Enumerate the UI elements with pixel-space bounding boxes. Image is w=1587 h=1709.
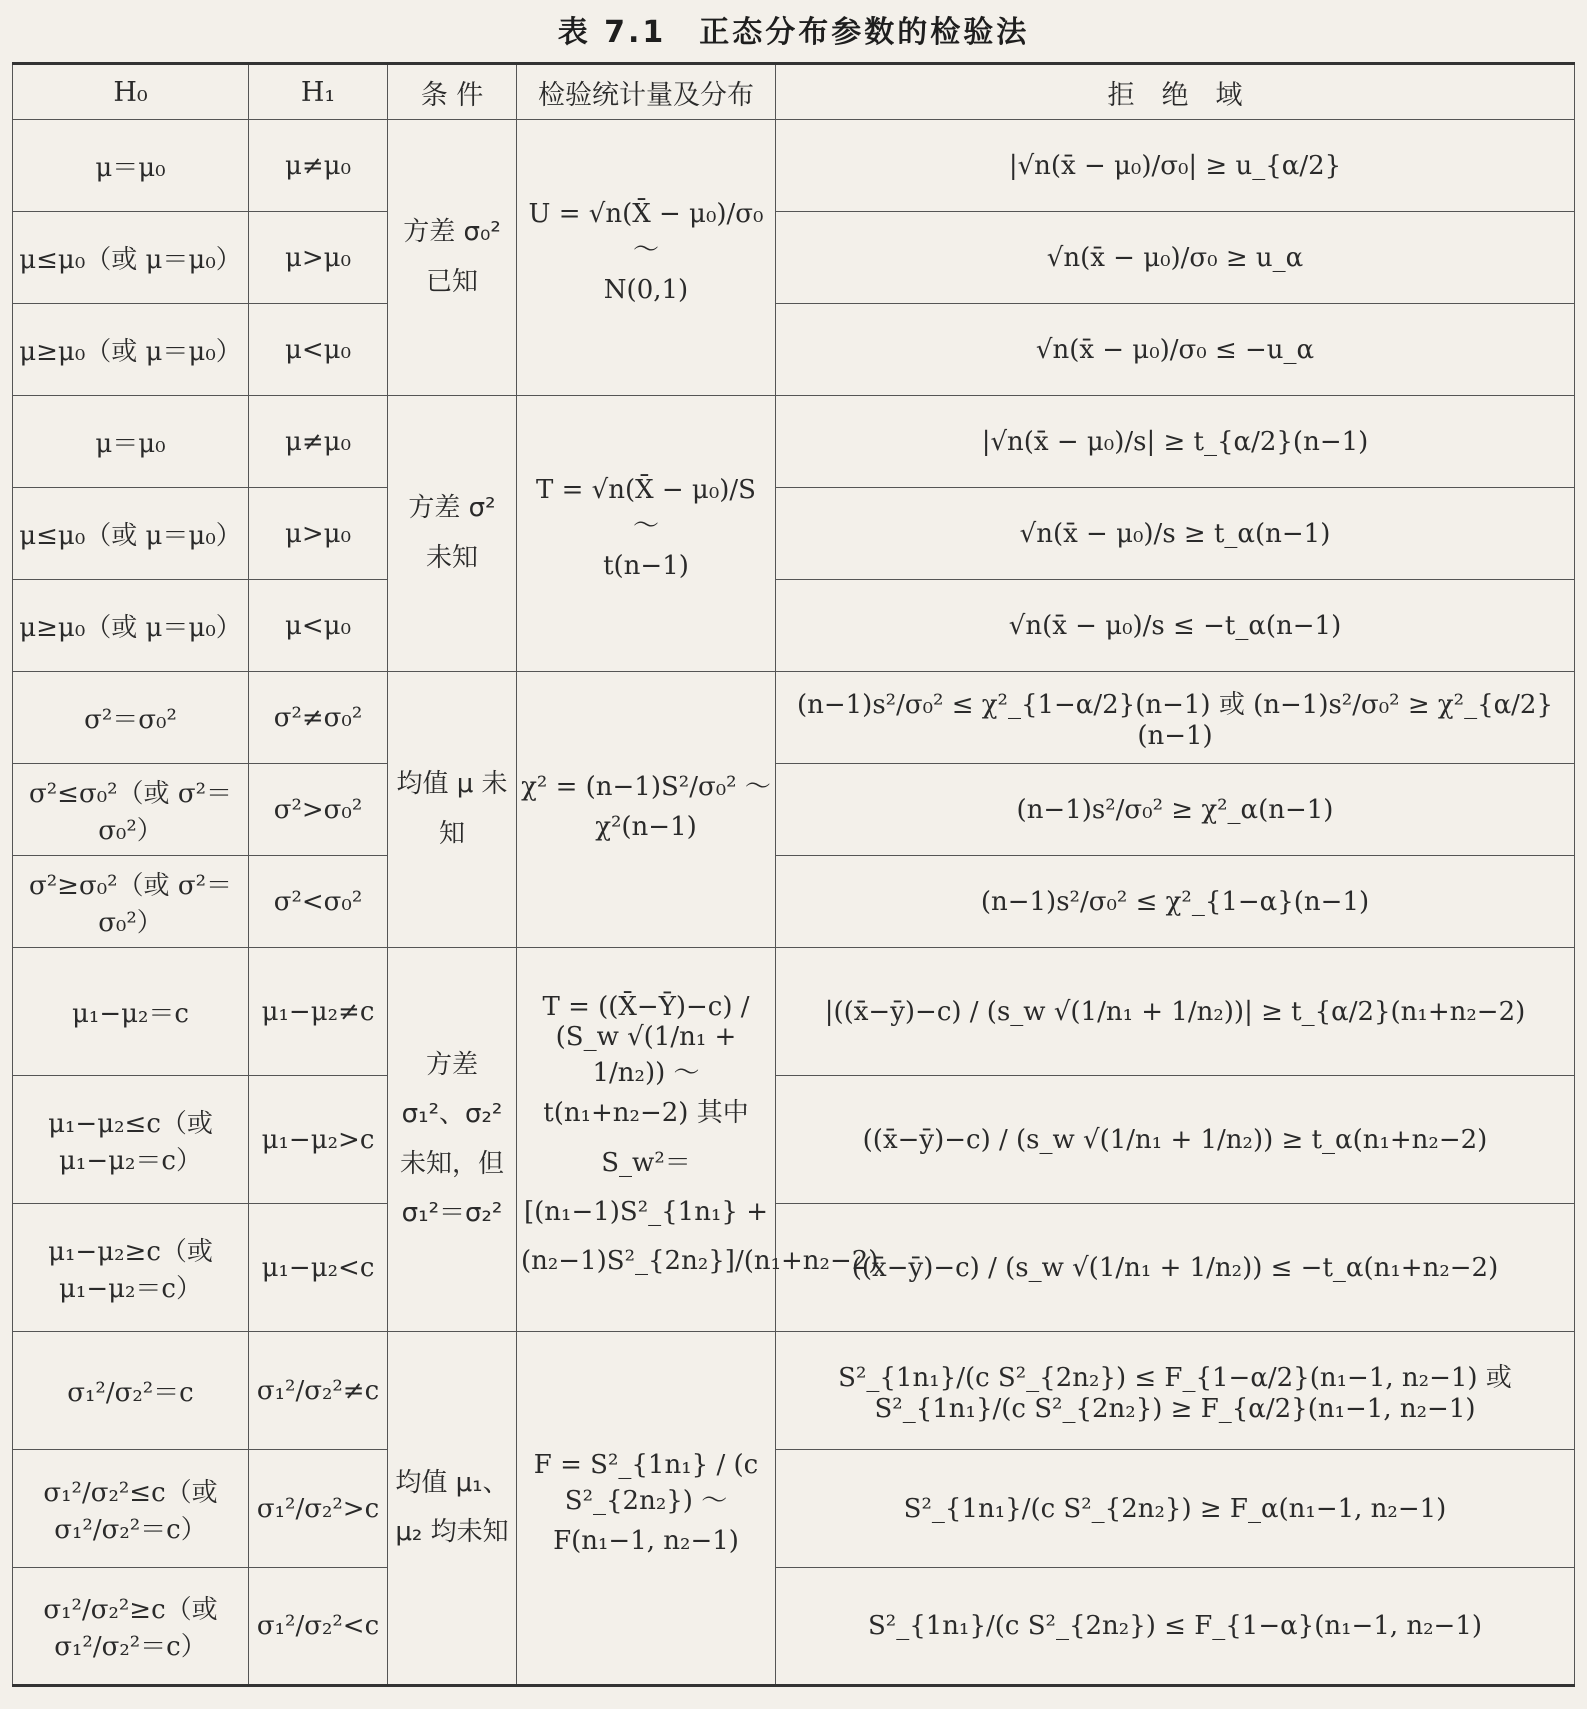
h0-cell: μ≥μ₀（或 μ＝μ₀） (13, 580, 249, 672)
rejection-region-cell: |√n(x̄ − μ₀)/σ₀| ≥ u_{α/2} (776, 120, 1575, 212)
h0-cell: μ₁−μ₂≤c（或 μ₁−μ₂＝c） (13, 1076, 249, 1204)
statistic-distribution: N(0,1) (603, 275, 689, 306)
table-row (13, 120, 1575, 212)
condition-cell: 均值 μ₁、μ₂ 均未知 (388, 1332, 517, 1686)
header-rejection-region: 拒 绝 域 (776, 64, 1575, 120)
h0-cell: μ＝μ₀ (13, 120, 249, 212)
table-row (13, 1568, 1575, 1686)
rejection-region-cell: ((x̄−ȳ)−c) / (s_w √(1/n₁ + 1/n₂)) ≤ −t_α(n₁+n₂−2) (776, 1204, 1575, 1332)
rejection-region-cell: (n−1)s²/σ₀² ≤ χ²_{1−α/2}(n−1) 或 (n−1)s²/σ₀² ≥ χ²_{α/2}(n−1) (776, 672, 1575, 764)
condition-cell: 均值 μ 未知 (388, 672, 517, 948)
h1-cell: σ₁²/σ₂²≠c (249, 1332, 388, 1450)
table-row (13, 1076, 1575, 1204)
h0-cell: σ₁²/σ₂²＝c (13, 1332, 249, 1450)
h1-cell: μ₁−μ₂≠c (249, 948, 388, 1076)
h0-cell: σ₁²/σ₂²≤c（或 σ₁²/σ₂²＝c） (13, 1450, 249, 1568)
h1-cell: μ>μ₀ (249, 212, 388, 304)
header-condition: 条 件 (388, 64, 517, 120)
header-h0: H₀ (13, 64, 249, 120)
statistic-distribution: χ²(n−1) (595, 812, 697, 843)
statistic-distribution: F(n₁−1, n₂−1) (553, 1525, 739, 1556)
h0-cell: μ₁−μ₂≥c（或 μ₁−μ₂＝c） (13, 1204, 249, 1332)
rejection-region-cell: |((x̄−ȳ)−c) / (s_w √(1/n₁ + 1/n₂))| ≥ t_{α/2}(n₁+n₂−2) (776, 948, 1575, 1076)
h0-cell: σ²≥σ₀²（或 σ²＝σ₀²） (13, 856, 249, 948)
h1-cell: σ²<σ₀² (249, 856, 388, 948)
table-row (13, 580, 1575, 672)
header-h1: H₁ (249, 64, 388, 120)
rejection-region-cell: √n(x̄ − μ₀)/σ₀ ≤ −u_α (776, 304, 1575, 396)
h0-cell: σ²≤σ₀²（或 σ²＝σ₀²） (13, 764, 249, 856)
h1-cell: μ≠μ₀ (249, 120, 388, 212)
table-row (13, 672, 1575, 764)
header-row (13, 64, 1575, 120)
statistic-formula: T = ((X̄−Ȳ)−c) / (S_w √(1/n₁ + 1/n₂)) ～ (542, 992, 750, 1089)
h0-cell: μ≤μ₀（或 μ＝μ₀） (13, 212, 249, 304)
statistic-cell (517, 396, 776, 672)
rejection-region-cell: (n−1)s²/σ₀² ≤ χ²_{1−α}(n−1) (776, 856, 1575, 948)
table-row (13, 1450, 1575, 1568)
h1-cell: σ₁²/σ₂²>c (249, 1450, 388, 1568)
h0-cell: μ₁−μ₂＝c (13, 948, 249, 1076)
table-row (13, 304, 1575, 396)
rejection-region-cell: ((x̄−ȳ)−c) / (s_w √(1/n₁ + 1/n₂)) ≥ t_α(n₁+n₂−2) (776, 1076, 1575, 1204)
statistic-distribution: t(n−1) (603, 551, 689, 582)
h1-cell: μ≠μ₀ (249, 396, 388, 488)
table-row (13, 212, 1575, 304)
table-row (13, 948, 1575, 1076)
rejection-region-cell: (n−1)s²/σ₀² ≥ χ²_α(n−1) (776, 764, 1575, 856)
h1-cell: σ₁²/σ₂²<c (249, 1568, 388, 1686)
h1-cell: μ₁−μ₂>c (249, 1076, 388, 1204)
rejection-region-cell: S²_{1n₁}/(c S²_{2n₂}) ≥ F_α(n₁−1, n₂−1) (776, 1450, 1575, 1568)
condition-cell: 方差 σ₀² 已知 (388, 120, 517, 396)
statistic-cell (517, 672, 776, 948)
h1-cell: σ²≠σ₀² (249, 672, 388, 764)
hypothesis-test-table (12, 62, 1575, 1687)
table-row (13, 1332, 1575, 1450)
rejection-region-cell: S²_{1n₁}/(c S²_{2n₂}) ≤ F_{1−α/2}(n₁−1, n₂−1) 或 S²_{1n₁}/(c S²_{2n₂}) ≥ F_{α/2}(n₁−1, n₂−1) (776, 1332, 1575, 1450)
h1-cell: μ<μ₀ (249, 304, 388, 396)
statistic-cell (517, 948, 879, 1332)
h0-cell: σ²＝σ₀² (13, 672, 249, 764)
condition-cell: 方差 σ² 未知 (388, 396, 517, 672)
h0-cell: σ₁²/σ₂²≥c（或 σ₁²/σ₂²＝c） (13, 1568, 249, 1686)
header-statistic: 检验统计量及分布 (517, 64, 776, 120)
statistic-distribution: t(n₁+n₂−2) 其中 S_w²＝[(n₁−1)S²_{1n₁} + (n₂−1)S²_{2n₂}]/(n₁+n₂−2) (521, 1098, 879, 1277)
table-row (13, 856, 1575, 948)
table-caption: 表 7.1 正态分布参数的检验法 (557, 15, 1030, 50)
table-row (13, 764, 1575, 856)
statistic-formula: F = S²_{1n₁} / (c S²_{2n₂}) ～ (533, 1449, 759, 1516)
statistic-formula: T = √n(X̄ − μ₀)/S ～ (536, 475, 756, 542)
rejection-region-cell: √n(x̄ − μ₀)/s ≥ t_α(n−1) (776, 488, 1575, 580)
h0-cell: μ＝μ₀ (13, 396, 249, 488)
h0-cell: μ≥μ₀（或 μ＝μ₀） (13, 304, 249, 396)
table-body (13, 120, 1575, 1686)
h0-cell: μ≤μ₀（或 μ＝μ₀） (13, 488, 249, 580)
statistic-formula: χ² = (n−1)S²/σ₀² ～ (521, 772, 771, 803)
table-row (13, 396, 1575, 488)
h1-cell: μ<μ₀ (249, 580, 388, 672)
condition-cell: 方差 σ₁²、σ₂² 未知，但 σ₁²＝σ₂² (388, 948, 517, 1332)
statistic-cell (517, 120, 776, 396)
rejection-region-cell: √n(x̄ − μ₀)/σ₀ ≥ u_α (776, 212, 1575, 304)
rejection-region-cell: |√n(x̄ − μ₀)/s| ≥ t_{α/2}(n−1) (776, 396, 1575, 488)
statistic-cell (517, 1332, 776, 1686)
h1-cell: σ²>σ₀² (249, 764, 388, 856)
rejection-region-cell: √n(x̄ − μ₀)/s ≤ −t_α(n−1) (776, 580, 1575, 672)
statistic-formula: U = √n(X̄ − μ₀)/σ₀ ～ (528, 199, 764, 266)
h1-cell: μ₁−μ₂<c (249, 1204, 388, 1332)
rejection-region-cell: S²_{1n₁}/(c S²_{2n₂}) ≤ F_{1−α}(n₁−1, n₂−1) (776, 1568, 1575, 1686)
h1-cell: μ>μ₀ (249, 488, 388, 580)
table-row (13, 488, 1575, 580)
